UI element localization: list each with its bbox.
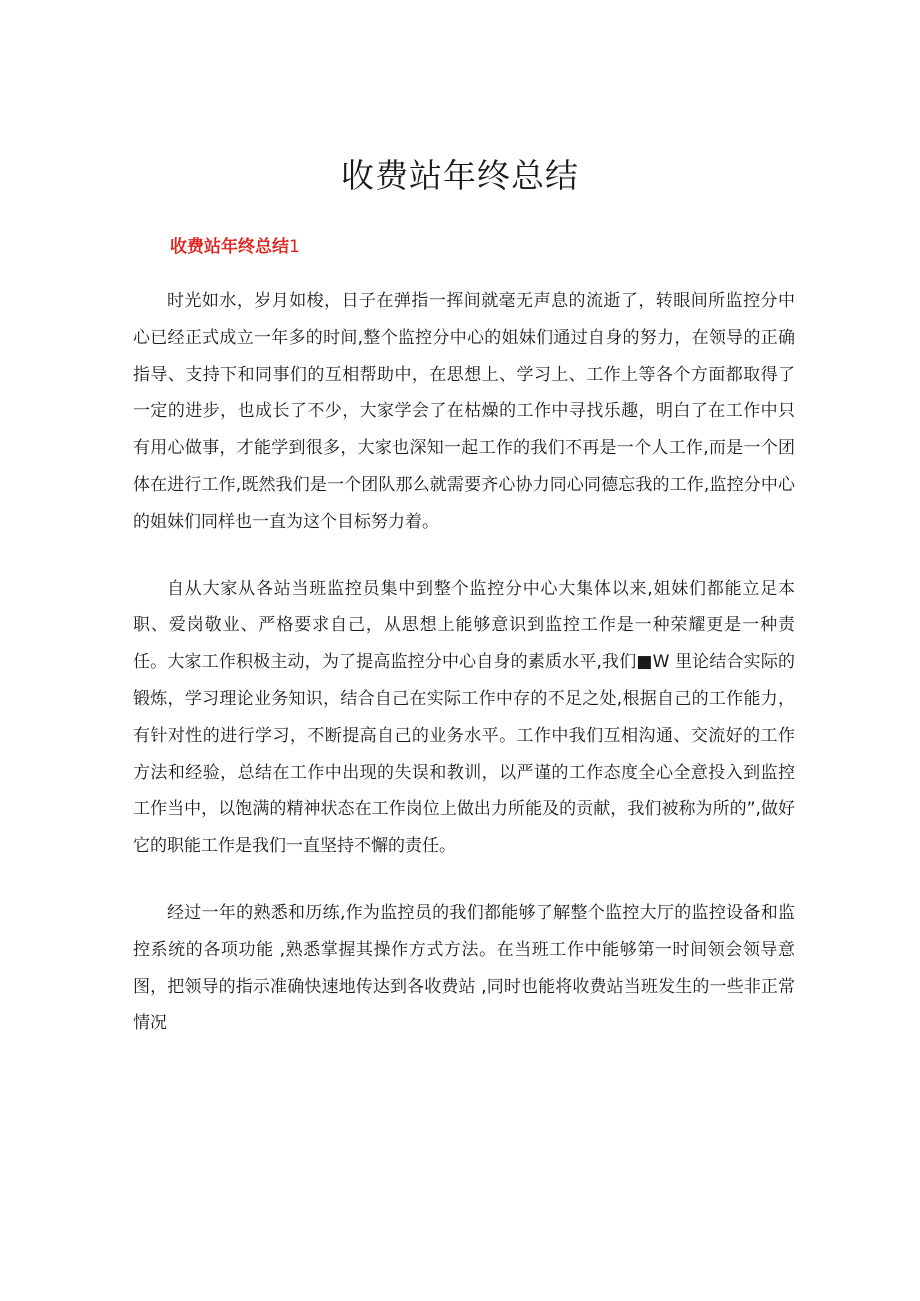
document-body (133, 283, 795, 1072)
paragraph-2: 自从大家从各站当班监控员集中到整个监控分中心大集体以来,姐妹们都能立足本职、爱岗敬业、严格要求自己，从思想上能够意识到监控工作是一种荣耀更是一种责任。大家工作积极主动，为了提高监控分中心自身的素质水平,我们■W 里论结合实际的锻炼，学习理论业务知识，结合自己在实际工作中存的不足之处,根据自己的工作能力，有针对性的进行学习，不断提高自己的业务水平。工作中我们互相沟通、交流好的工作方法和经验，总结在工作中出现的失误和教训，以严谨的工作态度全心全意投入到监控工作当中，以饱满的精神状态在工作岗位上做出力所能及的贡献，我们被称为所的”,做好它的职能工作是我们一直坚持不懈的责任。 (133, 578, 795, 857)
paragraph-1: 时光如水，岁月如梭，日子在弹指一挥间就毫无声息的流逝了，转眼间所监控分中心已经正式成立一年多的时间,整个监控分中心的姐妹们通过自身的努力，在领导的正确指导、支持下和同事们的互相帮助中，在思想上、学习上、工作上等各个方面都取得了一定的进步，也成长了不少，大家学会了在枯燥的工作中寻找乐趣，明白了在工作中只有用心做事，才能学到很多，大家也深知一起工作的我们不再是一个人工作,而是一个团体在进行工作,既然我们是一个团队那么就需要齐心协力同心同德忘我的工作,监控分中心的姐妹们同样也一直为这个目标努力着。 (133, 291, 795, 532)
section-number: 1 (289, 237, 300, 257)
section-heading (170, 232, 300, 257)
section-heading-text: 收费站年终总结 (170, 237, 289, 257)
paragraph-3: 经过一年的熟悉和历练,作为监控员的我们都能够了解整个监控大厅的监控设备和监控系统的各项功能 ,熟悉掌握其操作方式方法。在当班工作中能够第一时间领会领导意图，把领导的指示准确快速地传达到各收费站 ,同时也能将收费站当班发生的一些非正常情况 (133, 902, 795, 1034)
document-title: 收费站年终总结 (341, 156, 579, 195)
